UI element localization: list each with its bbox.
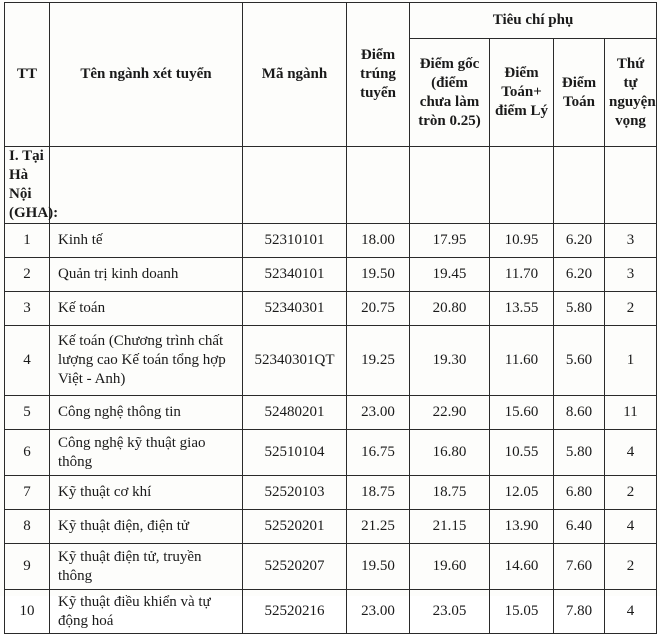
cell-ma-nganh: 52510104: [243, 430, 347, 476]
cell-ten-nganh: Kỹ thuật cơ khí: [50, 476, 243, 510]
cell-ma-nganh: 52520201: [243, 510, 347, 544]
cell-diem-toan: 5.80: [554, 292, 605, 326]
cell-ten-nganh: Kỹ thuật điện tử, truyền thông: [50, 544, 243, 590]
cell-diem-trung-tuyen: 19.25: [347, 326, 410, 396]
cell-diem-goc: 23.05: [410, 590, 490, 634]
cell-diem-trung-tuyen: 16.75: [347, 430, 410, 476]
cell-thu-tu: 3: [605, 224, 657, 258]
cell-diem-goc: 22.90: [410, 396, 490, 430]
cell-diem-toan: 6.20: [554, 258, 605, 292]
cell-toan-ly: 10.95: [490, 224, 554, 258]
cell-diem-goc: 18.75: [410, 476, 490, 510]
table-row: [5, 510, 657, 544]
section-empty-cell: [554, 147, 605, 224]
cell-ma-nganh: 52310101: [243, 224, 347, 258]
section-title: I. Tại Hà Nội (GHA):: [5, 147, 50, 224]
header-tieu-chi-phu: Tiêu chí phụ: [410, 3, 657, 39]
cell-thu-tu: 2: [605, 292, 657, 326]
cell-diem-goc: 19.45: [410, 258, 490, 292]
cell-diem-toan: 6.20: [554, 224, 605, 258]
table-row: [5, 224, 657, 258]
cell-thu-tu: 11: [605, 396, 657, 430]
cell-diem-trung-tuyen: 23.00: [347, 396, 410, 430]
cell-ten-nganh: Kỹ thuật điện, điện tử: [50, 510, 243, 544]
section-empty-cell: [410, 147, 490, 224]
cell-diem-trung-tuyen: 23.00: [347, 590, 410, 634]
header-tt: TT: [5, 3, 50, 147]
cell-ma-nganh: 52340301QT: [243, 326, 347, 396]
cell-ten-nganh: Kế toán: [50, 292, 243, 326]
cell-ten-nganh: Kế toán (Chương trình chất lượng cao Kế toán tổng hợp Việt - Anh): [50, 326, 243, 396]
cell-diem-goc: 16.80: [410, 430, 490, 476]
cell-diem-trung-tuyen: 19.50: [347, 258, 410, 292]
cell-thu-tu: 4: [605, 590, 657, 634]
cell-diem-goc: 19.60: [410, 544, 490, 590]
cell-ma-nganh: 52520207: [243, 544, 347, 590]
header-diem-toan: Điểm Toán: [554, 39, 605, 147]
cell-toan-ly: 15.60: [490, 396, 554, 430]
table-row: [5, 258, 657, 292]
section-empty-cell: [50, 147, 243, 224]
table-row: [5, 396, 657, 430]
cell-ma-nganh: 52340301: [243, 292, 347, 326]
cell-toan-ly: 12.05: [490, 476, 554, 510]
cell-tt: 3: [5, 292, 50, 326]
cell-thu-tu: 4: [605, 510, 657, 544]
cell-toan-ly: 13.55: [490, 292, 554, 326]
cell-diem-trung-tuyen: 20.75: [347, 292, 410, 326]
header-diem-goc: Điểm gốc (điểm chưa làm tròn 0.25): [410, 39, 490, 147]
cell-thu-tu: 3: [605, 258, 657, 292]
table-row: [5, 590, 657, 634]
cell-tt: 10: [5, 590, 50, 634]
cell-diem-trung-tuyen: 19.50: [347, 544, 410, 590]
cell-ten-nganh: Công nghệ kỹ thuật giao thông: [50, 430, 243, 476]
cell-diem-goc: 20.80: [410, 292, 490, 326]
section-empty-cell: [243, 147, 347, 224]
cell-tt: 2: [5, 258, 50, 292]
cell-diem-goc: 21.15: [410, 510, 490, 544]
cell-ten-nganh: Kỹ thuật điều khiển và tự động hoá: [50, 590, 243, 634]
cell-ten-nganh: Quản trị kinh doanh: [50, 258, 243, 292]
header-ma-nganh: Mã ngành: [243, 3, 347, 147]
cell-ten-nganh: Công nghệ thông tin: [50, 396, 243, 430]
cell-thu-tu: 2: [605, 544, 657, 590]
section-empty-cell: [605, 147, 657, 224]
header-row-top: [5, 3, 657, 39]
cell-tt: 5: [5, 396, 50, 430]
section-row: [5, 147, 657, 224]
table-row: [5, 326, 657, 396]
cell-diem-trung-tuyen: 18.75: [347, 476, 410, 510]
cell-toan-ly: 14.60: [490, 544, 554, 590]
cell-toan-ly: 13.90: [490, 510, 554, 544]
cell-tt: 6: [5, 430, 50, 476]
cell-diem-goc: 17.95: [410, 224, 490, 258]
cell-diem-trung-tuyen: 18.00: [347, 224, 410, 258]
cell-toan-ly: 11.70: [490, 258, 554, 292]
cell-diem-toan: 7.80: [554, 590, 605, 634]
cell-toan-ly: 11.60: [490, 326, 554, 396]
cell-diem-toan: 7.60: [554, 544, 605, 590]
cell-tt: 9: [5, 544, 50, 590]
cell-diem-goc: 19.30: [410, 326, 490, 396]
cell-ten-nganh: Kinh tế: [50, 224, 243, 258]
cell-diem-toan: 6.40: [554, 510, 605, 544]
cell-toan-ly: 10.55: [490, 430, 554, 476]
table-row: [5, 544, 657, 590]
cell-diem-toan: 5.80: [554, 430, 605, 476]
cell-ma-nganh: 52340101: [243, 258, 347, 292]
table-row: [5, 430, 657, 476]
table-row: [5, 292, 657, 326]
cell-ma-nganh: 52520216: [243, 590, 347, 634]
admission-scores-table: [4, 2, 657, 634]
section-empty-cell: [347, 147, 410, 224]
cell-toan-ly: 15.05: [490, 590, 554, 634]
header-toan-ly: Điểm Toán+ điểm Lý: [490, 39, 554, 147]
cell-thu-tu: 1: [605, 326, 657, 396]
cell-diem-toan: 6.80: [554, 476, 605, 510]
header-thu-tu-nguyen-vong: Thứ tự nguyện vọng: [605, 39, 657, 147]
header-ten-nganh: Tên ngành xét tuyển: [50, 3, 243, 147]
cell-diem-toan: 5.60: [554, 326, 605, 396]
header-diem-trung-tuyen: Điểm trúng tuyển: [347, 3, 410, 147]
cell-diem-trung-tuyen: 21.25: [347, 510, 410, 544]
cell-ma-nganh: 52480201: [243, 396, 347, 430]
cell-tt: 7: [5, 476, 50, 510]
cell-thu-tu: 4: [605, 430, 657, 476]
cell-tt: 4: [5, 326, 50, 396]
cell-tt: 1: [5, 224, 50, 258]
cell-thu-tu: 2: [605, 476, 657, 510]
section-empty-cell: [490, 147, 554, 224]
cell-tt: 8: [5, 510, 50, 544]
cell-ma-nganh: 52520103: [243, 476, 347, 510]
table-row: [5, 476, 657, 510]
cell-diem-toan: 8.60: [554, 396, 605, 430]
